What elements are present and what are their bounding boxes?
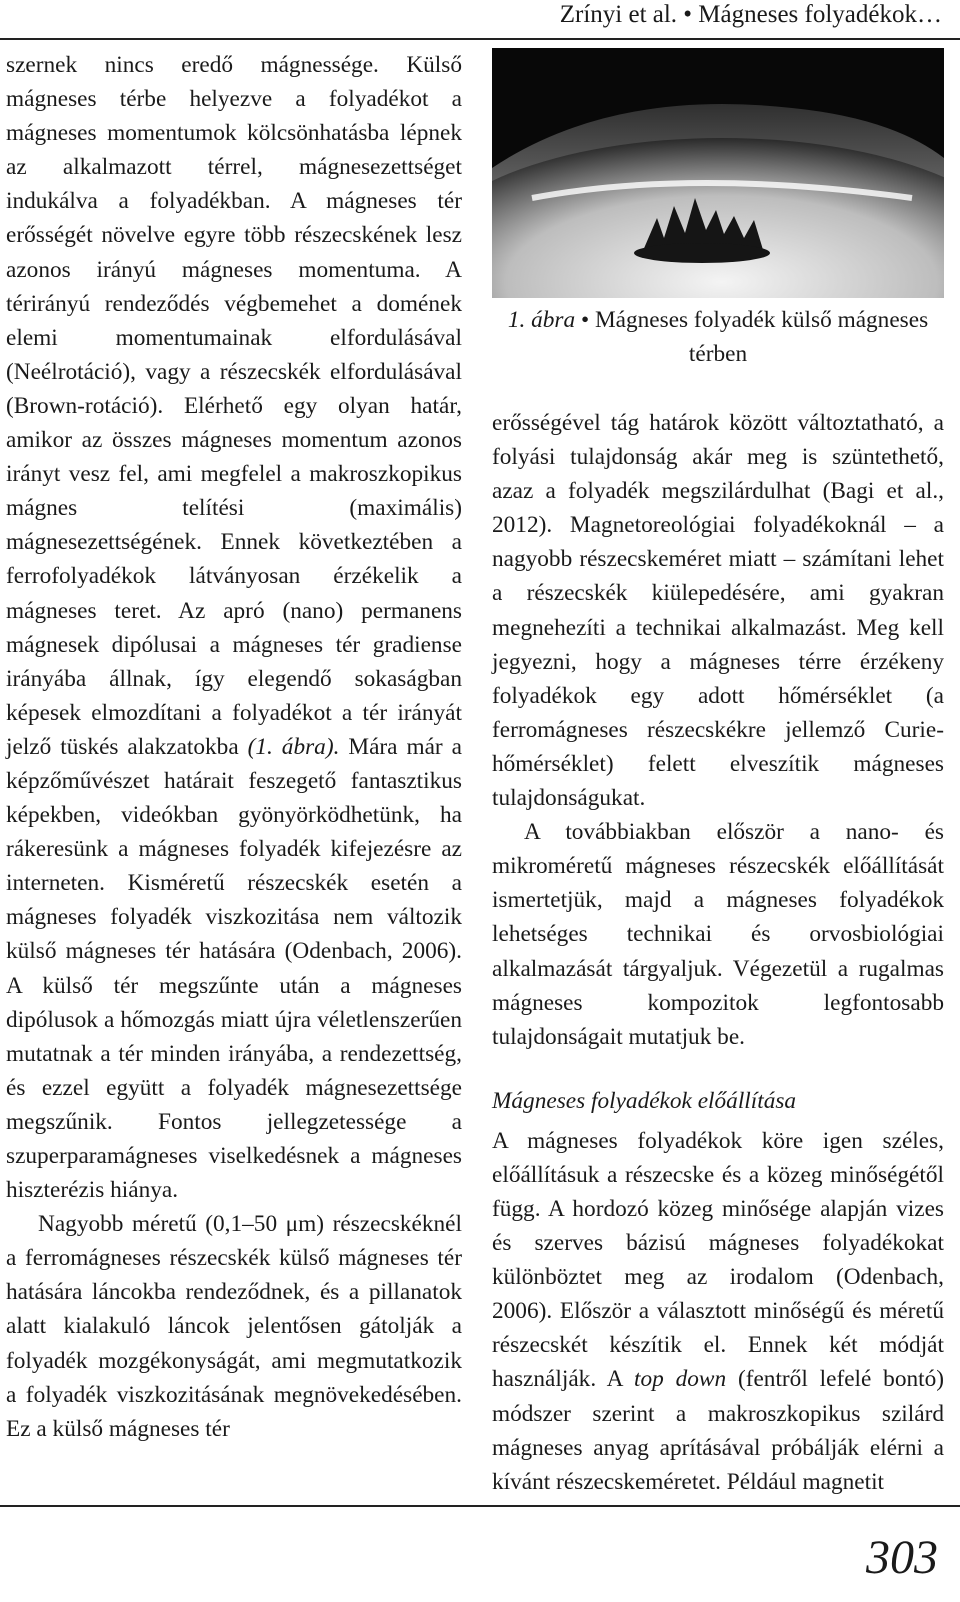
right-paragraph-1: erősségével tág határok között változtatható, a folyási tulajdonság akár meg is szüntethető, azaz a folyadék megszilárdulhat (Bagi et al., 2012). Magnetoreológiai folyadékoknál – a nagyobb részecskeméret miatt – számítani lehet a részecskék kiülepedésére, ami gyakran megnehezíti a technikai alkalmazást. Meg kell jegyezni, hogy a mágneses térre érzékeny folyadékok egy adott hőmérséklet (a ferromágneses részecskékre jellemző Curie-hőmérséklet) felett elveszítik mágneses tulajdonságukat.: [492, 410, 944, 812]
left-paragraph-1: [6, 48, 462, 1207]
right-paragraph-3: [492, 1124, 944, 1499]
right-column: [492, 406, 944, 1499]
emphasized-term: top down: [634, 1366, 727, 1393]
text-run: szernek nincs eredő mágnessége. Külső mágneses térbe helyezve a folyadékot a mágneses momentumok kölcsönhatásba lépnek az alkalmazott térrel, mágnesezettséget indukálva a folyadékban. A mágneses tér erősségét növelve egyre több részecskének lesz azonos irányú mágneses momentuma. A térirányú rendeződés végbemehet a domének elemi momentumainak elfordulásával (Neélrotáció), vagy a részecskék elfordulásával (Brown-rotáció). Elérhető egy olyan határ, amikor az összes mágneses momentum azonos irányt vesz fel, ami megfelel a makroszkopikus mágnes telítési (maximális) mágnesezettségének. Ennek következtében a ferrofolyadékok látványosan érzékelik a mágneses teret. Az apró (nano) permanens mágnesek dipólusai a mágneses tér gradiense irányába állnak, így elegendő sokaságban képesek elmozdítani a folyadékot a tér irányát jelző tüskés alakzatokba: [6, 52, 462, 760]
text-run: A mágneses folyadékok köre igen széles, előállításuk a részecske és a közeg minőségétől függ. A hordozó közeg minősége alapján vizes és szerves bázisú mágneses folyadékokat különböztet meg az irodalom (Odenbach, 2006). Először a választott minőségű és méretű részecskét készítik el. Ennek két módját használják. A: [492, 1127, 944, 1393]
figure-caption: [492, 303, 944, 371]
page-number: 303: [866, 1531, 938, 1584]
figure-caption-text: • Mágneses folyadék külső mágneses térben: [575, 307, 929, 367]
figure-label: 1. ábra: [507, 307, 576, 333]
right-paragraph-2: A továbbiakban először a nano- és mikroméretű mágneses részecskék előállítását ismertetjük, majd a mágneses folyadékok lehetséges technikai és orvosbiológiai alkalmazását tárgyaljuk. Végezetül a rugalmas mágneses kompozitok legfontosabb tulajdonságait mutatjuk be.: [492, 819, 944, 1050]
text-run: (fentről lefelé bontó) módszer szerint a makroszkopikus szilárd mágneses anyag aprításával próbálják elérni a kívánt részecskeméretet. Például magnetit: [492, 1366, 944, 1495]
top-rule: [0, 38, 960, 40]
left-paragraph-2: Nagyobb méretű (0,1–50 μm) részecskéknél a ferromágneses részecskék külső mágneses tér hatására láncokba rendeződnek, és a pillanatok alatt kialakuló láncok jelentősen gátolják a folyadék mozgékonyságát, ami megmutatkozik a folyadék viszkozitásának megnövekedésében. Ez a külső mágneses tér: [6, 1211, 462, 1442]
running-header: Zrínyi et al. • Mágneses folyadékok…: [559, 1, 942, 28]
section-heading: Mágneses folyadékok előállítása: [492, 1087, 797, 1114]
figure-image-ferrofluid: [492, 48, 944, 298]
text-run: Mára már a képzőművészet határait feszegető fantasztikus képekben, videókban gyönyörködhetünk, ha rákeresünk a mágneses folyadék kifejezésre az interneten. Kisméretű részecskék esetén a mágneses folyadék viszkozitása nem változik külső mágneses tér hatására (Odenbach, 2006). A külső tér megszűnte után a mágneses dipólusok a hőmozgás miatt újra véletlenszerűen mutatnak a tér minden irányába, a rendezettség, és ezzel együtt a folyadék mágnesezettsége megszűnik. Fontos jellegzetessége a szuperparamágneses viselkedésnek a mágneses hiszterézis hiánya.: [6, 733, 462, 1204]
left-column: [6, 48, 462, 1446]
figure-reference: (1. ábra).: [247, 733, 340, 760]
bottom-rule: [0, 1505, 960, 1507]
